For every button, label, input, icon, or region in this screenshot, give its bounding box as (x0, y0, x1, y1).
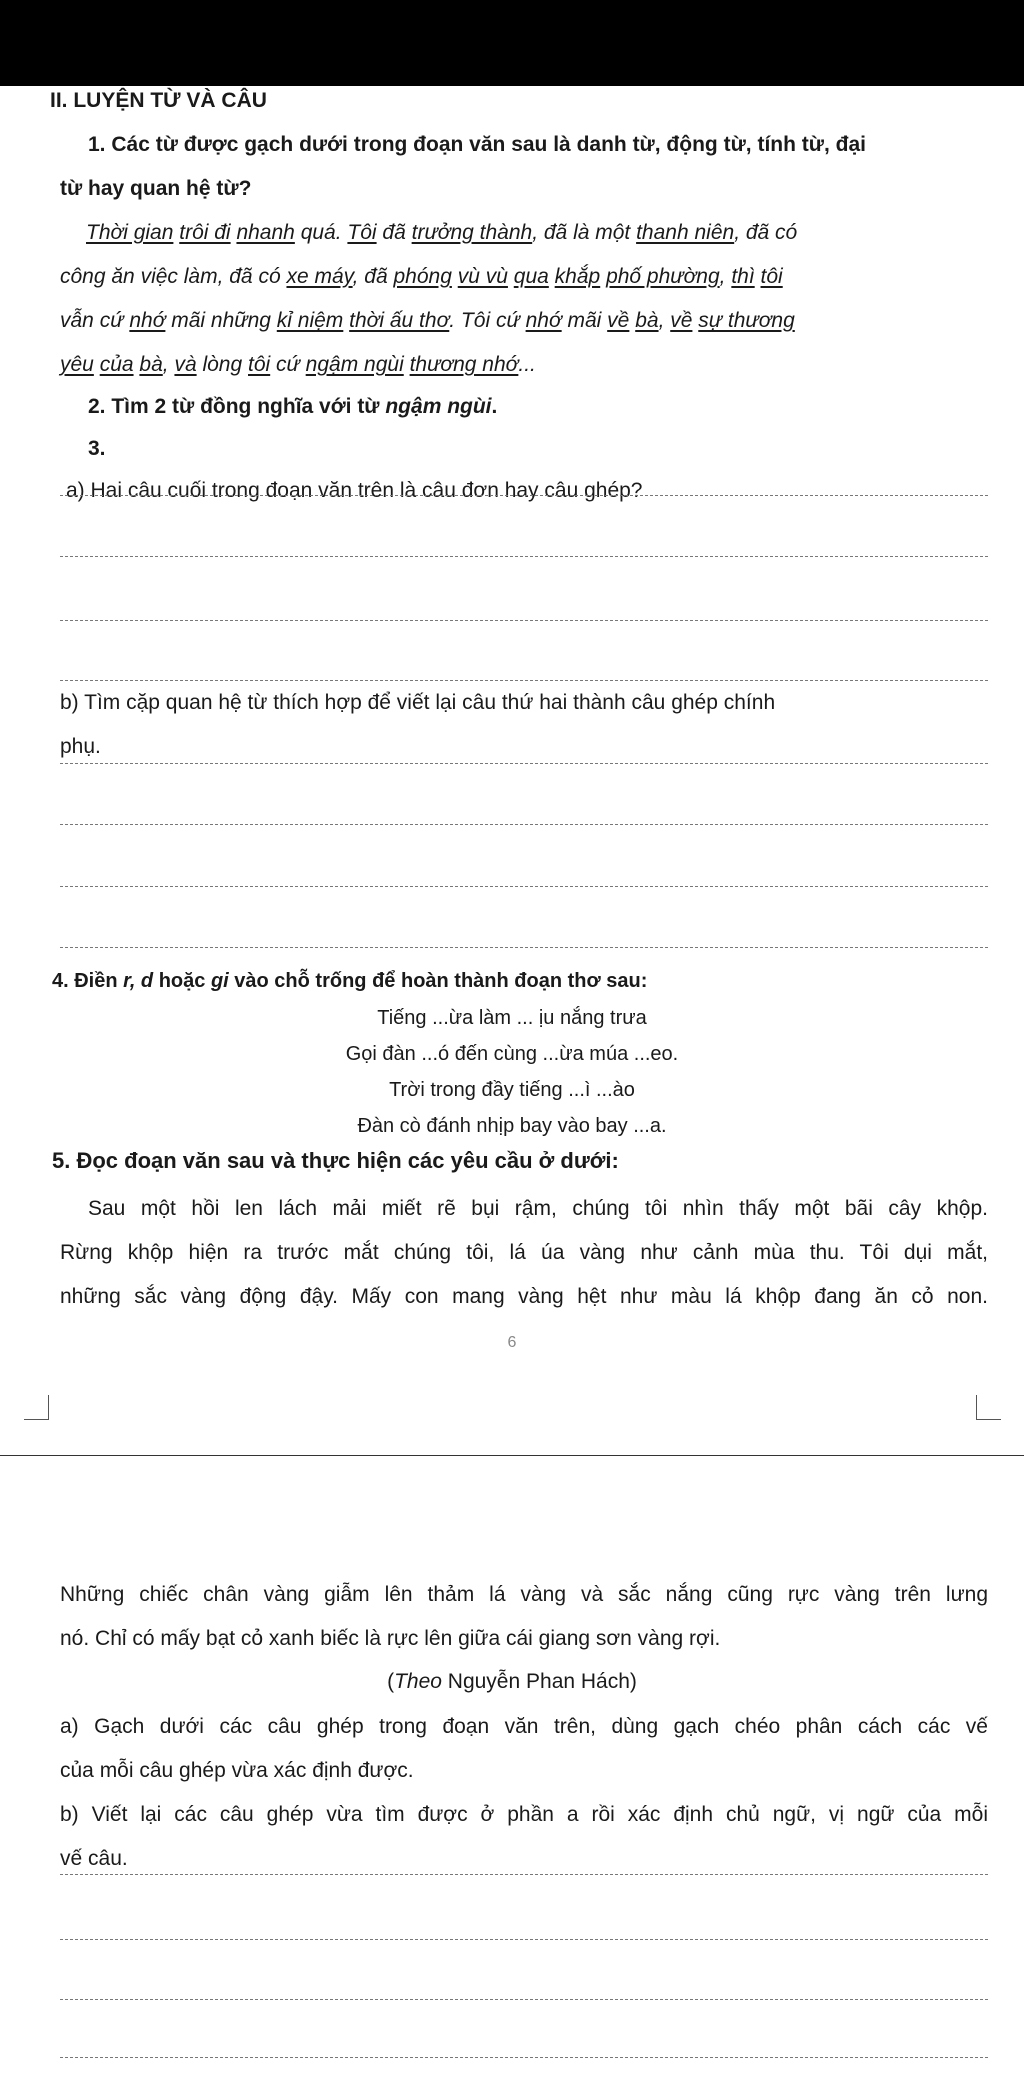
q5-passage-line-4: Những chiếc chân vàng giẫm lên thảm lá vàng và sắc nắng cũng rực vàng trên lưng (60, 1583, 988, 1606)
answer-line[interactable] (60, 1874, 988, 1875)
underlined-word: xe máy (286, 265, 353, 288)
q5-passage-line-1: Sau một hồi len lách mải miết rẽ bụi rậm, chúng tôi nhìn thấy một bãi cây khộp. (88, 1197, 988, 1220)
answer-line[interactable] (60, 1999, 988, 2000)
underlined-word: Tôi (347, 221, 377, 244)
page-gap (0, 1419, 1024, 1472)
underlined-word: yêu (60, 353, 94, 376)
underlined-word: tôi (248, 353, 271, 376)
poem-line-2: Gọi đàn ...ó đến cùng ...ừa múa ...eo. (345, 1043, 679, 1065)
passage-text: mãi những (165, 309, 277, 332)
underlined-word: sự thương (698, 309, 795, 332)
underlined-word: nhanh (236, 221, 295, 244)
page-7 (0, 1472, 1024, 2077)
underlined-word: phóng (393, 265, 452, 288)
passage-text: lòng (196, 353, 248, 376)
poem-line-3: Trời trong đầy tiếng ...ì ...ào (389, 1079, 635, 1101)
underlined-word: và (174, 353, 197, 376)
passage-line-2 (60, 262, 783, 292)
source-citation: (Theo Nguyễn Phan Hách) (387, 1670, 637, 1693)
underlined-word: nhớ (525, 309, 562, 332)
underlined-word: về (670, 309, 693, 332)
underlined-word: phố phường (606, 265, 720, 288)
passage-text: , (162, 353, 175, 376)
page-number: 6 (507, 1334, 517, 1351)
answer-line[interactable] (60, 2057, 988, 2058)
underlined-word: về (607, 309, 630, 332)
passage-text: ... (518, 353, 536, 376)
answer-line[interactable] (60, 620, 988, 621)
q5-a-line2: của mỗi câu ghép vừa xác định được. (60, 1759, 414, 1782)
q3-number: 3. (88, 437, 106, 460)
passage-text: cứ (270, 353, 306, 376)
q1-line2: từ hay quan hệ từ? (60, 177, 252, 200)
passage-line-1 (86, 218, 797, 248)
passage-line-3 (60, 306, 795, 336)
section-title: II. LUYỆN TỪ VÀ CÂU (50, 89, 267, 112)
passage-text: . Tôi cứ (449, 309, 526, 332)
q3-b-line2: phụ. (60, 735, 101, 758)
answer-line[interactable] (60, 1939, 988, 1940)
underlined-word: Thời gian (86, 221, 174, 244)
passage-text: công ăn việc làm, đã có (60, 265, 287, 288)
passage-text: mãi (561, 309, 608, 332)
answer-line[interactable] (60, 947, 988, 948)
passage-text: đã (376, 221, 412, 244)
passage-text: , (719, 265, 732, 288)
passage-text: , đã có (734, 221, 798, 244)
underlined-word: trôi đi (179, 221, 231, 244)
underlined-word: thời ấu thơ (349, 309, 450, 332)
q2-word: ngậm ngùi (385, 395, 492, 418)
underlined-word: kỉ niệm (276, 309, 344, 332)
underlined-word: thì (731, 265, 755, 288)
answer-line[interactable] (60, 763, 988, 764)
underlined-word: thanh niên (636, 221, 735, 244)
underlined-word: nhớ (129, 309, 166, 332)
q5-a-line1: a) Gạch dưới các câu ghép trong đoạn văn trên, dùng gạch chéo phân cách các vế (60, 1715, 988, 1738)
answer-line[interactable] (60, 495, 988, 496)
answer-line[interactable] (60, 680, 988, 681)
underlined-word: bà (139, 353, 163, 376)
crop-mark (976, 1395, 1001, 1420)
passage-text: , đã là một (532, 221, 637, 244)
underlined-word: thương nhớ (409, 353, 519, 376)
q4-title: 4. Điền r, d hoặc gi vào chỗ trống để hoàn thành đoạn thơ sau: (52, 970, 648, 992)
q5-passage-line-2: Rừng khộp hiện ra trước mắt chúng tôi, lá úa vàng như cảnh mùa thu. Tôi dụi mắt, (60, 1241, 988, 1264)
answer-line[interactable] (60, 886, 988, 887)
crop-mark (24, 1395, 49, 1420)
underlined-word: trưởng thành (411, 221, 533, 244)
underlined-word: ngậm ngùi (305, 353, 404, 376)
underlined-word: qua (513, 265, 549, 288)
q5-b-line1: b) Viết lại các câu ghép vừa tìm được ở phần a rồi xác định chủ ngữ, vị ngữ của mỗi (60, 1803, 988, 1826)
q3-b-line1: b) Tìm cặp quan hệ từ thích hợp để viết lại câu thứ hai thành câu ghép chính (60, 691, 776, 714)
poem-line-4: Đàn cò đánh nhịp bay vào bay ...a. (357, 1115, 667, 1137)
passage-text: , đã (352, 265, 394, 288)
q3-a-text: a) Hai câu cuối trong đoạn văn trên là câu đơn hay câu ghép? (66, 479, 643, 502)
poem-line-1: Tiếng ...ừa làm ... ịu nắng trưa (377, 1007, 647, 1029)
underlined-word: bà (635, 309, 659, 332)
q5-b-line2: vế câu. (60, 1847, 128, 1870)
answer-line[interactable] (60, 824, 988, 825)
page-separator (0, 1455, 1024, 1456)
passage-text: quá. (294, 221, 348, 244)
passage-text: , (658, 309, 671, 332)
page-6 (0, 86, 1024, 1419)
underlined-word: tôi (760, 265, 783, 288)
q2-text: 2. Tìm 2 từ đồng nghĩa với từ ngậm ngùi. (88, 395, 498, 418)
underlined-word: khắp (554, 265, 601, 288)
passage-text: vẫn cứ (60, 309, 130, 332)
answer-line[interactable] (60, 556, 988, 557)
underlined-word: của (99, 353, 134, 376)
q5-title: 5. Đọc đoạn văn sau và thực hiện các yêu cầu ở dưới: (52, 1148, 619, 1173)
q5-passage-line-3: những sắc vàng động đậy. Mấy con mang vàng hệt như màu lá khộp đang ăn cỏ non. (60, 1285, 988, 1308)
q1-line1: 1. Các từ được gạch dưới trong đoạn văn sau là danh từ, động từ, tính từ, đại (88, 133, 866, 156)
underlined-word: vù vù (457, 265, 508, 288)
q5-passage-line-5: nó. Chỉ có mấy bạt cỏ xanh biếc là rực lên giữa cái giang sơn vàng rợi. (60, 1627, 721, 1650)
passage-line-4 (60, 350, 536, 380)
